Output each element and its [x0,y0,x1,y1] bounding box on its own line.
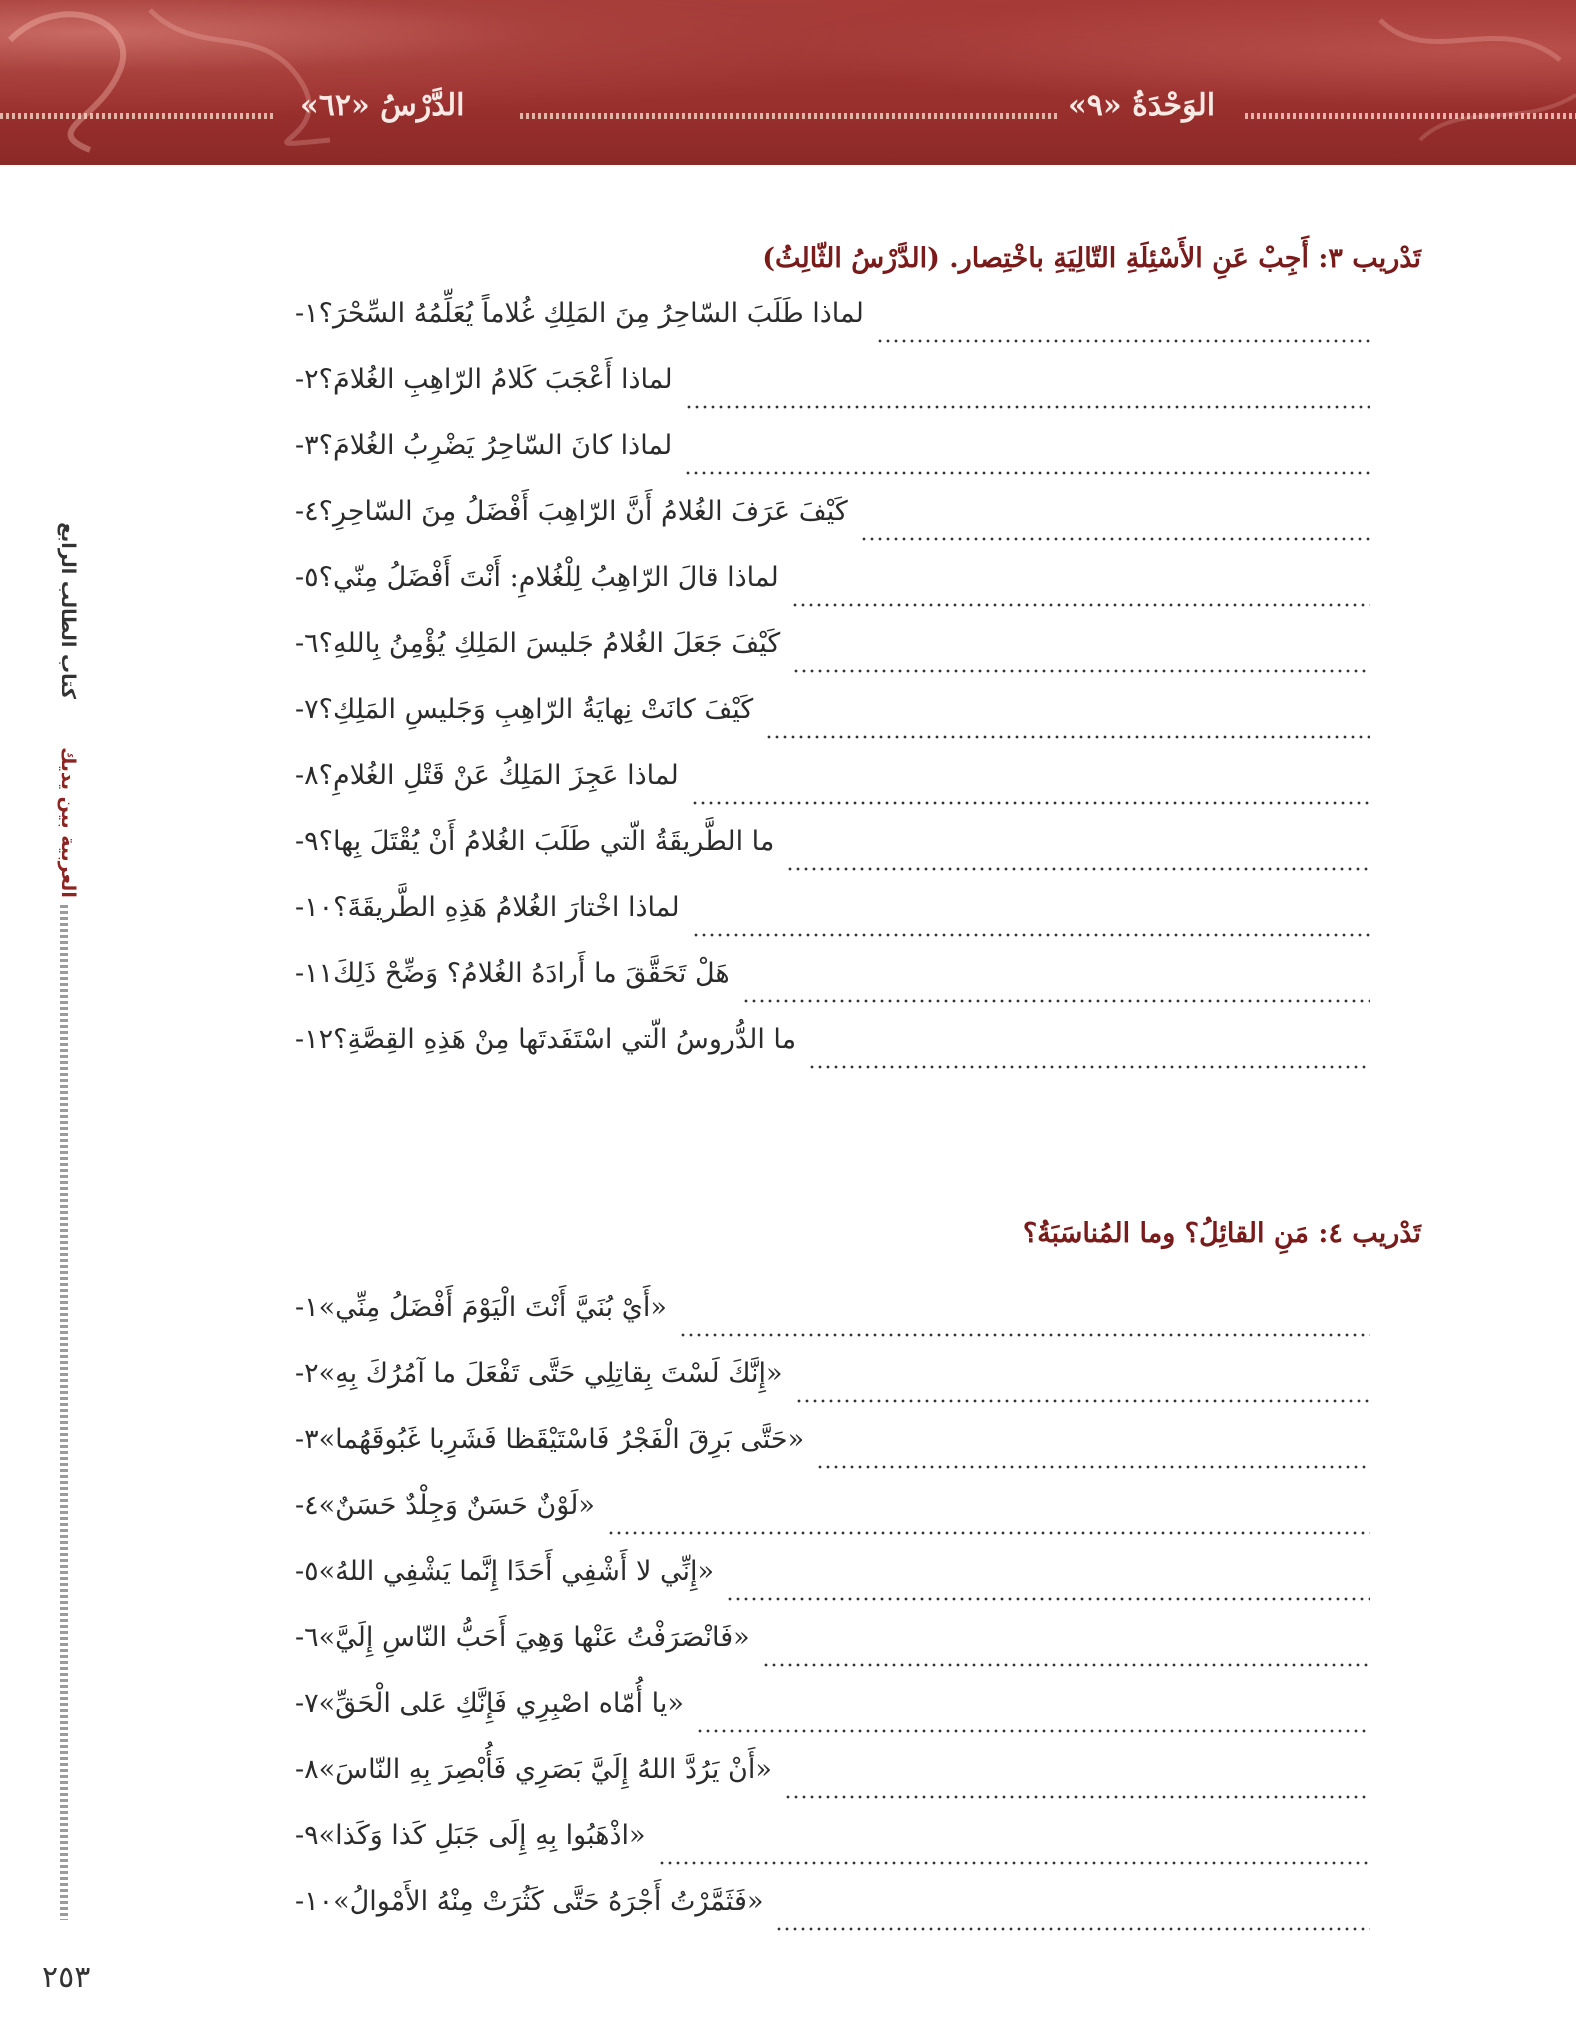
item-number: ٨- [295,1754,319,1785]
item-number: ١- [295,1292,319,1323]
quote-8 [295,1754,1376,1820]
item-number: ٥- [295,562,319,593]
answer-line[interactable] [679,1333,1370,1337]
answer-line[interactable] [775,1927,1370,1931]
item-text: ما الدُّروسُ الّتي اسْتَفَدتَها مِنْ هَذِهِ القِصَّةِ؟ [333,1024,797,1055]
header-rule-right [1245,113,1576,119]
answer-line[interactable] [696,1729,1370,1733]
exercise-4-quotes [295,1292,1376,1952]
item-number: ٧- [295,1688,319,1719]
book-level: كتاب الطالب الرابع [57,522,79,700]
item-number: ٥- [295,1556,319,1587]
question-12 [295,1024,1376,1090]
answer-line[interactable] [691,801,1370,805]
item-text: لماذا اخْتارَ الغُلامُ هَذِهِ الطَّريقَةَ؟ [333,892,680,923]
item-number: ٩- [295,826,319,857]
item-text: «أَيْ بُنَيَّ أَنْتَ الْيَوْمَ أَفْضَلُ مِنِّي» [318,1292,667,1323]
decorative-calligraphy-swirl [0,0,1576,165]
question-5 [295,562,1376,628]
question-9 [295,826,1376,892]
item-text: لماذا كانَ السّاحِرُ يَضْرِبُ الغُلامَ؟ [318,430,673,461]
header-rule-middle [520,113,1060,119]
quote-6 [295,1622,1376,1688]
answer-line[interactable] [792,669,1370,673]
sidebar-decorative-chain [60,905,68,1920]
exercise-4-title: تَدْريب ٤: مَنِ القائِلُ؟ وما المُناسَبَةُ؟ [1022,1218,1421,1249]
quote-5 [295,1556,1376,1622]
question-11 [295,958,1376,1024]
answer-line[interactable] [791,603,1370,607]
header-rule-left [0,113,275,119]
item-number: ١١- [295,958,334,989]
question-4 [295,496,1376,562]
answer-line[interactable] [795,1399,1371,1403]
quote-2 [295,1358,1376,1424]
book-title: العربية بين يديك [57,747,79,898]
item-number: ٤- [295,496,319,527]
sidebar-book-info [48,480,88,940]
item-text: هَلْ تَحَقَّقَ ما أَرادَهُ الغُلامُ؟ وَضِّحْ ذَلِكَ [333,958,730,989]
item-text: لماذا قالَ الرّاهِبُ لِلْغُلامِ: أَنْتَ أَفْضَلُ مِنّي؟ [318,562,779,593]
item-text: لماذا أَعْجَبَ كَلامُ الرّاهِبِ الغُلامَ؟ [318,364,673,395]
quote-4 [295,1490,1376,1556]
question-1 [295,298,1376,364]
item-text: «يا أُمّاه اصْبِرِي فَإِنَّكِ عَلى الْحَقِّ» [318,1688,684,1719]
page-header-banner [0,0,1576,165]
item-text: «فَثَمَّرْتُ أَجْرَهُ حَتَّى كَثُرَتْ مِنْهُ الأَمْوالُ» [333,1886,764,1917]
answer-line[interactable] [692,933,1370,937]
item-text: «أَنْ يَرُدَّ اللهُ إِلَيَّ بَصَرِي فَأُبْصِرَ بِهِ النّاسَ» [318,1754,772,1785]
answer-line[interactable] [860,537,1370,541]
item-text: «حَتَّى بَرِقَ الْفَجْرُ فَاسْتَيْقَظا فَشَرِبا غَبُوقَهُما» [318,1424,805,1455]
item-text: كَيْفَ جَعَلَ الغُلامُ جَليسَ المَلِكِ يُؤْمِنُ بِاللهِ؟ [318,628,781,659]
item-number: ٣- [295,1424,319,1455]
item-number: ١- [295,298,319,329]
item-text: «إِنَّكَ لَسْتَ بِقاتِلِي حَتَّى تَفْعَلَ ما آمُرُكَ بِهِ» [318,1358,783,1389]
unit-label: الوَحْدَةُ «٩» [1068,88,1216,123]
quote-3 [295,1424,1376,1490]
quote-9 [295,1820,1376,1886]
item-text: ما الطَّريقَةُ الّتي طَلَبَ الغُلامُ أَنْ يُقْتَلَ بِها؟ [318,826,775,857]
answer-line[interactable] [786,867,1370,871]
exercise-3-title: تَدْريب ٣: أَجِبْ عَنِ الأَسْئِلَةِ التّالِيَةِ باخْتِصار. (الدَّرْسُ الثّالِثُ) [762,243,1421,274]
quote-7 [295,1688,1376,1754]
item-text: كَيْفَ عَرَفَ الغُلامُ أَنَّ الرّاهِبَ أَفْضَلُ مِنَ السّاحِرِ؟ [318,496,848,527]
answer-line[interactable] [607,1531,1370,1535]
answer-line[interactable] [684,471,1370,475]
question-7 [295,694,1376,760]
answer-line[interactable] [658,1861,1370,1865]
item-text: كَيْفَ كانَتْ نِهايَةُ الرّاهِبِ وَجَليسِ المَلِكِ؟ [318,694,754,725]
item-number: ٢- [295,364,319,395]
item-number: ٦- [295,1622,319,1653]
item-number: ٢- [295,1358,319,1389]
exercise-3-questions [295,298,1376,1090]
item-text: «اذْهَبُوا بِهِ إِلَى جَبَلِ كَذا وَكَذا» [318,1820,646,1851]
item-number: ١٢- [295,1024,334,1055]
item-number: ٨- [295,760,319,791]
answer-line[interactable] [784,1795,1370,1799]
item-number: ٤- [295,1490,319,1521]
question-8 [295,760,1376,826]
answer-line[interactable] [876,339,1370,343]
item-text: «إِنِّي لا أَشْفِي أَحَدًا إِنَّما يَشْفِي اللهُ» [318,1556,715,1587]
answer-line[interactable] [765,735,1370,739]
item-text: لماذا طَلَبَ السّاحِرُ مِنَ المَلِكِ غُلاماً يُعَلِّمُهُ السِّحْرَ؟ [318,298,864,329]
answer-line[interactable] [726,1597,1370,1601]
item-text: «فَانْصَرَفْتُ عَنْها وَهِيَ أَحَبُّ النّاسِ إِلَيَّ» [318,1622,750,1653]
question-2 [295,364,1376,430]
answer-line[interactable] [808,1065,1370,1069]
item-number: ٣- [295,430,319,461]
quote-1 [295,1292,1376,1358]
answer-line[interactable] [742,999,1370,1003]
item-number: ١٠- [295,1886,334,1917]
page-number: ٢٥٣ [42,1960,91,1995]
quote-10 [295,1886,1376,1952]
question-10 [295,892,1376,958]
answer-line[interactable] [762,1663,1370,1667]
item-number: ٦- [295,628,319,659]
answer-line[interactable] [685,405,1370,409]
answer-line[interactable] [816,1465,1370,1469]
item-text: لماذا عَجِزَ المَلِكُ عَنْ قَتْلِ الغُلامِ؟ [318,760,679,791]
question-3 [295,430,1376,496]
item-number: ١٠- [295,892,334,923]
question-6 [295,628,1376,694]
lesson-label: الدَّرْسُ «٦٢» [300,88,465,123]
item-number: ٩- [295,1820,319,1851]
item-number: ٧- [295,694,319,725]
item-text: «لَوْنٌ حَسَنٌ وَجِلْدٌ حَسَنٌ» [318,1490,595,1521]
